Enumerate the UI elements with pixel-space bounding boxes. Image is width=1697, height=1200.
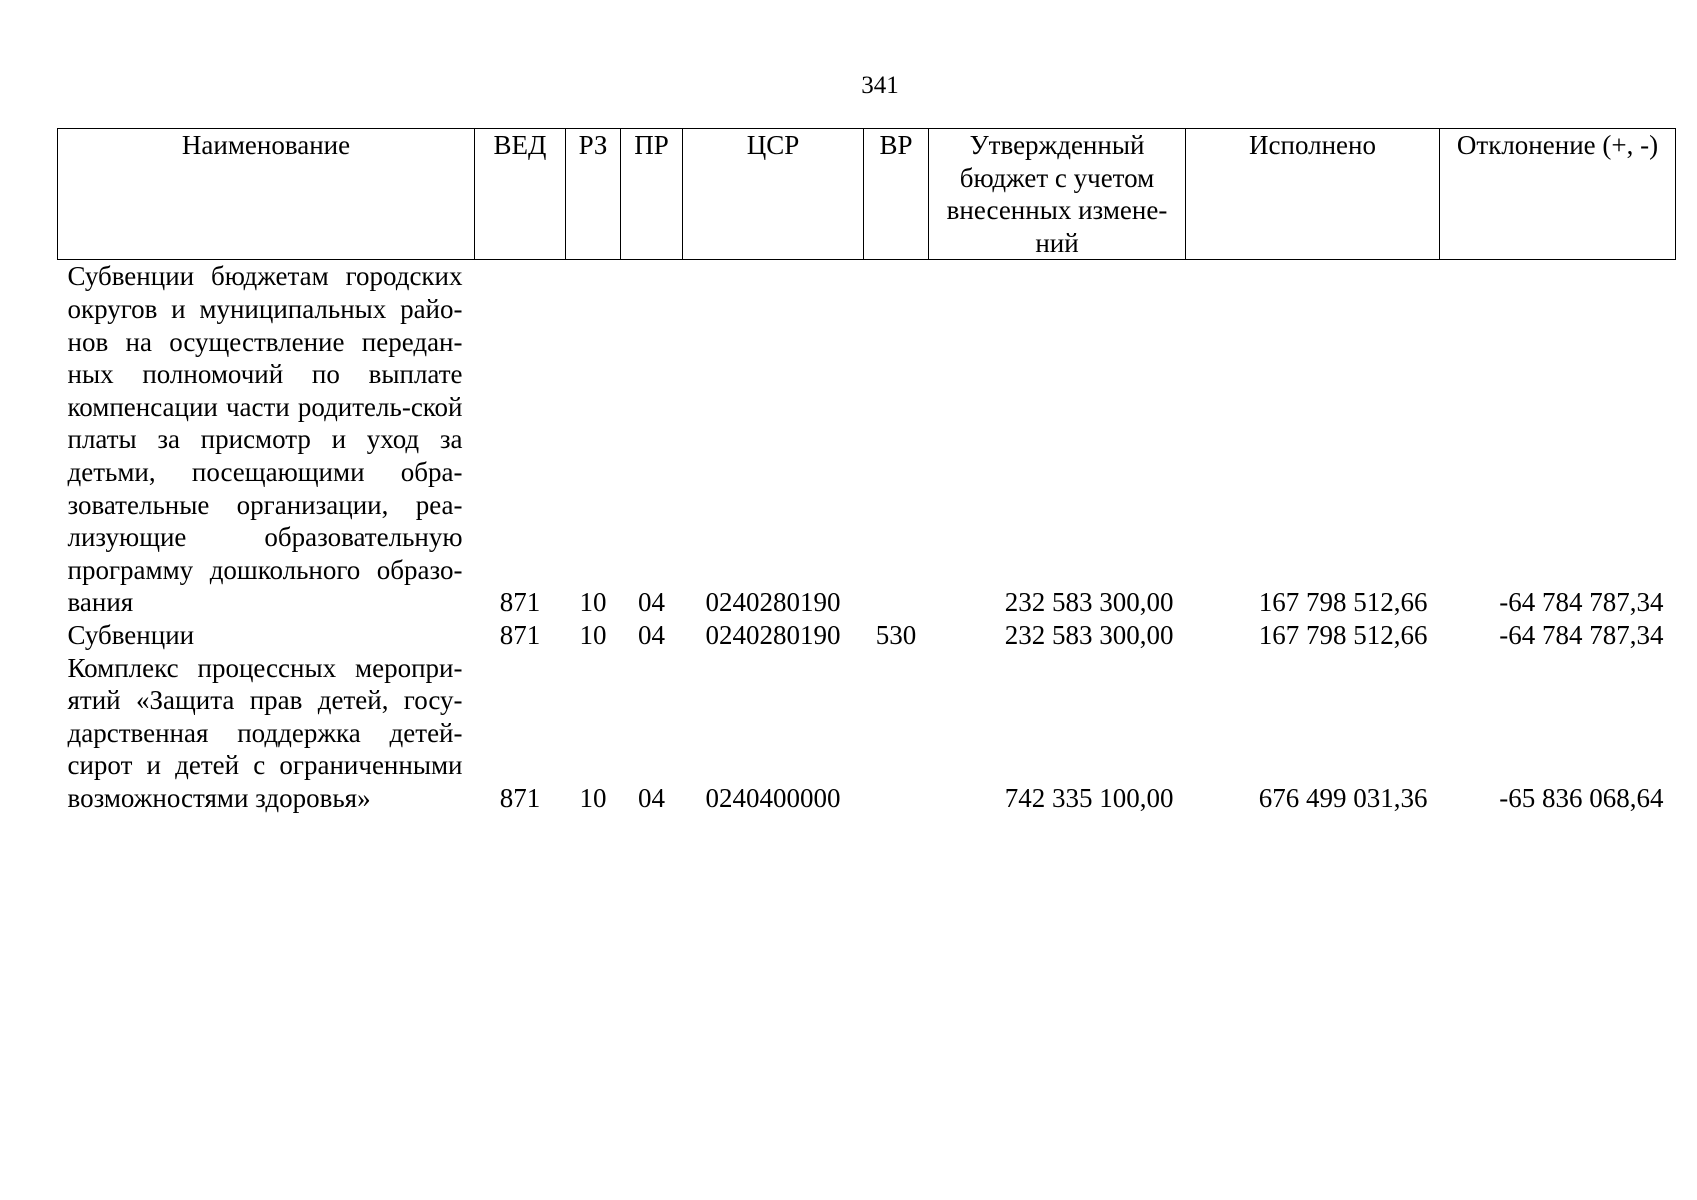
row-approved: 742 335 100,00: [1004, 782, 1174, 813]
row-deviation: -64 784 787,34: [1499, 587, 1664, 618]
row-deviation: -65 836 068,64: [1499, 782, 1664, 813]
row-rz: 10: [579, 587, 607, 618]
row-csr: 0240280190: [705, 587, 841, 618]
row-executed: 167 798 512,66: [1258, 619, 1428, 650]
row-approved: 232 583 300,00: [1004, 619, 1174, 650]
row-approved: 232 583 300,00: [1004, 587, 1174, 618]
table-header: [58, 129, 1676, 260]
row-rz: 10: [579, 782, 607, 813]
row-csr: 0240400000: [705, 782, 841, 813]
row-ved: 871: [499, 587, 541, 618]
row-executed: 167 798 512,66: [1258, 587, 1428, 618]
header-vr: ВР: [864, 129, 929, 260]
header-pr: ПР: [621, 129, 683, 260]
header-ved: ВЕД: [475, 129, 566, 260]
table-row: [58, 619, 1676, 652]
budget-execution-table: [57, 128, 1676, 814]
row-vr: [864, 260, 929, 619]
header-approved-budget: Утвержденный бюджет с учетом внесенных измене-ний: [929, 129, 1186, 260]
row-vr: 530: [875, 619, 917, 650]
row-ved: 871: [499, 619, 541, 650]
row-ved: 871: [499, 782, 541, 813]
row-vr: [864, 652, 929, 815]
row-csr: 0240280190: [705, 619, 841, 650]
table-row: [58, 260, 1676, 619]
row-deviation: -64 784 787,34: [1499, 619, 1664, 650]
table-row: [58, 652, 1676, 815]
row-rz: 10: [579, 619, 607, 650]
row-pr: 04: [638, 619, 665, 650]
page-number: 341: [861, 72, 899, 99]
header-deviation: Отклонение (+, -): [1440, 129, 1676, 260]
row-name: Субвенции: [67, 619, 195, 650]
header-csr: ЦСР: [683, 129, 864, 260]
header-name: Наименование: [58, 129, 475, 260]
row-name: Субвенции бюджетам городских округов и муниципальных райо-нов на осуществление передан-ных полномочий по выплате компенсации части родитель-ской платы за присмотр и уход за детьми, посещающими обра-зовательные организации, реа-лизующие образовательную программу дошкольного образо-вания: [67, 261, 463, 618]
header-rz: РЗ: [566, 129, 621, 260]
row-pr: 04: [638, 587, 665, 618]
header-executed: Исполнено: [1186, 129, 1440, 260]
table-body: [58, 260, 1676, 815]
row-executed: 676 499 031,36: [1258, 782, 1428, 813]
row-name: Комплекс процессных меропри-ятий «Защита прав детей, госу-дарственная поддержка детей-сирот и детей с ограниченными возможностями здоровья»: [67, 652, 463, 813]
row-pr: 04: [638, 782, 665, 813]
